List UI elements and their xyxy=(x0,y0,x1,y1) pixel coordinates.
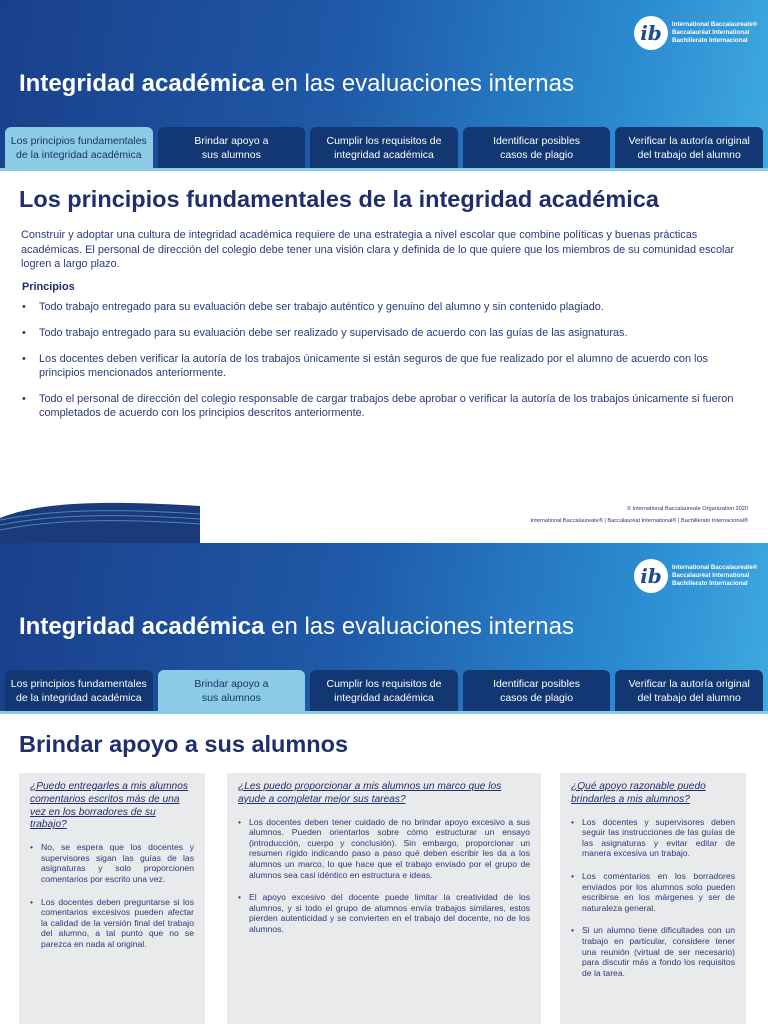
tab-bar xyxy=(5,670,763,712)
list-item-text: No, se espera que los docentes y supervisores sigan las guías de las asignaturas y solo proporcionen comentarios por escrito una vez. xyxy=(41,842,194,884)
page-title xyxy=(19,70,574,98)
faq-panel xyxy=(227,773,541,1024)
title-light: en las evaluaciones internas xyxy=(271,613,574,640)
list-item-text: Los docentes deben tener cuidado de no brindar apoyo excesivo a sus alumnos. Pueden orientarlos sobre cómo estructurar un ensayo (introducción, cuerpo y conclusión). Sin embargo, proporcionar un resumen rígido indicando paso a paso qué deben escribir les da a los alumnos un marco, lo que hace que el trabajo enviado por el grupo de alumnos sea casi idéntico en estructura e ideas. xyxy=(249,816,530,880)
tab-label: Brindar apoyo a xyxy=(194,135,269,147)
list-item-text: El apoyo excesivo del docente puede limitar la creatividad de los alumnos, y si todo el grupo de alumnos envía trabajos similares, estos pierden autenticidad y se convierten en el trabajo del docente, no de los alumnos. xyxy=(249,892,530,934)
tab-label: Los principios fundamentales xyxy=(10,135,147,147)
tab-label: del trabajo del alumno xyxy=(637,692,741,704)
tab-label: Verificar la autoría original xyxy=(628,135,750,147)
list-item xyxy=(30,842,194,884)
bullet: • xyxy=(30,896,34,907)
faq-answer-list xyxy=(30,842,194,949)
bullet: • xyxy=(22,301,26,313)
tab-label: Identificar posibles xyxy=(493,135,581,147)
list-item xyxy=(22,300,750,314)
list-item-text: Todo el personal de dirección del colegio responsable de cargar trabajos debe aprobar o verificar la autoría de los trabajos únicamente si fueron completados de acuerdo con los principios descritos anteriormente. xyxy=(39,393,734,419)
bullet: • xyxy=(571,816,575,827)
ib-logo-icon: ib xyxy=(634,559,668,593)
tab-authorship[interactable] xyxy=(615,127,763,169)
tab-support-students[interactable] xyxy=(158,127,306,169)
faq-question: ¿Puedo entregarles a mis alumnos comentarios escritos más de una vez en los borradores de su trabajo? xyxy=(30,781,188,831)
list-item xyxy=(22,392,750,420)
tab-label: sus alumnos xyxy=(201,692,261,704)
list-item-text: Los docentes deben verificar la autoría de los trabajos únicamente si están seguros de que fue realizado por el alumno de acuerdo con los principios mencionados anteriormente. xyxy=(39,353,708,379)
logo-line: International Baccalaureate® xyxy=(672,564,758,571)
principles-subheading: Principios xyxy=(22,281,75,293)
tab-label: casos de plagio xyxy=(500,149,574,161)
faq-question: ¿Qué apoyo razonable puedo brindarles a mis alumnos? xyxy=(571,781,706,805)
bullet: • xyxy=(22,327,26,339)
principles-list xyxy=(22,300,750,420)
ib-logo xyxy=(634,559,757,593)
list-item xyxy=(571,871,735,913)
tab-label: del trabajo del alumno xyxy=(637,149,741,161)
page-footer xyxy=(531,503,748,527)
ib-logo xyxy=(634,16,757,50)
list-item-text: Los docentes y supervisores deben seguir las instrucciones de las guías de las asignaturas y evitar editar de manera excesiva un trabajo. xyxy=(582,816,735,859)
footer-copyright: © International Baccalaureate Organization 2020 xyxy=(626,506,748,512)
bullet: • xyxy=(238,892,242,903)
tab-principles[interactable] xyxy=(5,670,153,712)
list-item xyxy=(22,326,750,340)
list-item-text: Los comentarios en los borradores enviados por los alumnos solo pueden escribirse en los márgenes y ser de naturaleza general. xyxy=(582,870,735,913)
tab-label: casos de plagio xyxy=(500,692,574,704)
list-item-text: Si un alumno tiene dificultades con un trabajo en particular, considere tener una reunión (virtual de ser necesario) para discutir más a fondo los requisitos de la tarea. xyxy=(582,925,735,978)
bullet: • xyxy=(22,393,26,405)
bullet: • xyxy=(571,870,575,881)
faq-panel xyxy=(19,773,205,1024)
page-header xyxy=(0,0,768,170)
tab-label: Brindar apoyo a xyxy=(194,678,269,690)
tab-label: Cumplir los requisitos de xyxy=(326,135,442,147)
faq-panel xyxy=(560,773,746,1024)
page-title xyxy=(19,613,574,641)
tab-label: de la integridad académica xyxy=(16,149,142,161)
bullet: • xyxy=(571,925,575,936)
faq-answer-list xyxy=(238,817,530,935)
tab-label: sus alumnos xyxy=(201,149,261,161)
list-item xyxy=(22,352,750,380)
decorative-swoosh xyxy=(0,490,200,543)
tab-plagiarism[interactable] xyxy=(463,127,611,169)
ib-logo-text xyxy=(672,21,757,45)
tab-label: Verificar la autoría original xyxy=(628,678,750,690)
tab-bar xyxy=(5,127,763,169)
logo-line: Baccalauréat International xyxy=(672,29,750,36)
tab-authorship[interactable] xyxy=(615,670,763,712)
tab-label: de la integridad académica xyxy=(16,692,142,704)
list-item-text: Todo trabajo entregado para su evaluación debe ser trabajo auténtico y genuino del alumno y sin contenido plagiado. xyxy=(39,301,604,313)
logo-line: International Baccalaureate® xyxy=(672,21,758,28)
list-item xyxy=(571,925,735,978)
logo-line: Baccalauréat International xyxy=(672,572,750,579)
bullet: • xyxy=(238,816,242,827)
ib-logo-text xyxy=(672,564,757,588)
tab-requirements[interactable] xyxy=(310,670,458,712)
page-header xyxy=(0,543,768,713)
tab-bar-underline xyxy=(0,711,768,714)
tab-support-students[interactable] xyxy=(158,670,306,712)
list-item xyxy=(571,817,735,859)
list-item-text: Los docentes deben preguntarse si los comentarios excesivos pueden afectar la calidad de la versión final del trabajo del alumno, a tal punto que no se parezca en nada al original. xyxy=(41,896,194,949)
ib-logo-icon: ib xyxy=(634,16,668,50)
title-bold: Integridad académica xyxy=(19,70,265,97)
title-bold: Integridad académica xyxy=(19,613,265,640)
title-light: en las evaluaciones internas xyxy=(271,70,574,97)
bullet: • xyxy=(22,353,26,365)
tab-label: Los principios fundamentales xyxy=(10,678,147,690)
logo-line: Bachillerato Internacional xyxy=(672,37,748,44)
tab-bar-underline xyxy=(0,168,768,171)
section-heading: Los principios fundamentales de la integridad académica xyxy=(19,186,659,212)
tab-label: Identificar posibles xyxy=(493,678,581,690)
logo-line: Bachillerato Internacional xyxy=(672,580,748,587)
list-item xyxy=(30,897,194,950)
footer-brands: International Baccalaureate® | Baccalauréat International® | Bachillerato Internacional® xyxy=(530,518,748,524)
tab-label: Cumplir los requisitos de xyxy=(326,678,442,690)
intro-paragraph: Construir y adoptar una cultura de integridad académica requiere de una estrategia a nivel escolar que combine políticas y buenas prácticas académicas. El personal de dirección del colegio debe tener una visión clara y definida de lo que quiere que los miembros de su comunidad escolar logren a largo plazo. xyxy=(21,229,735,270)
list-item-text: Todo trabajo entregado para su evaluación debe ser realizado y supervisado de acuerdo con las guías de las asignaturas. xyxy=(39,327,628,339)
tab-principles[interactable] xyxy=(5,127,153,169)
tab-label: integridad académica xyxy=(334,149,434,161)
list-item xyxy=(238,817,530,881)
tab-label: integridad académica xyxy=(334,692,434,704)
tab-requirements[interactable] xyxy=(310,127,458,169)
list-item xyxy=(238,892,530,934)
tab-plagiarism[interactable] xyxy=(463,670,611,712)
section-heading: Brindar apoyo a sus alumnos xyxy=(19,731,349,757)
faq-answer-list xyxy=(571,817,735,979)
bullet: • xyxy=(30,842,34,853)
faq-question: ¿Les puedo proporcionar a mis alumnos un marco que los ayude a completar mejor sus tareas? xyxy=(238,781,502,805)
